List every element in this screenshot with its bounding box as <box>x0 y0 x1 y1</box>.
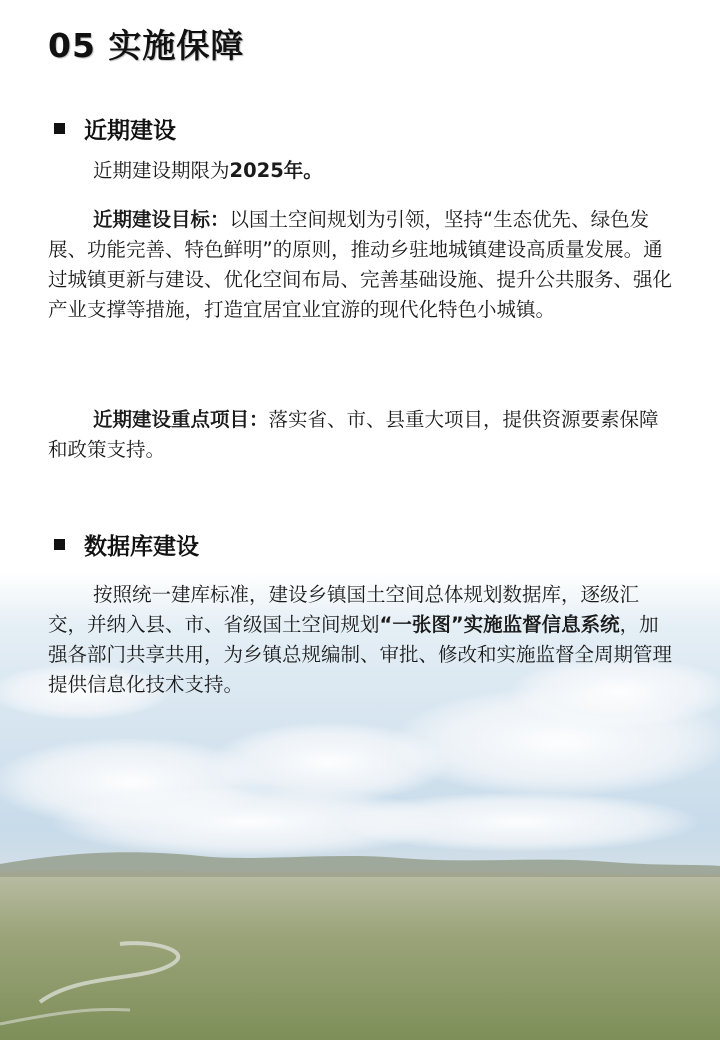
section-heading-text: 近期建设 <box>84 118 176 144</box>
database-highlight: “一张图”实施监督信息系统 <box>379 613 620 636</box>
period-label: 近期建设期限为 <box>93 159 230 182</box>
goal-paragraph <box>48 205 672 325</box>
page-title: 05 实施保障 <box>48 26 245 65</box>
section-heading-text: 数据库建设 <box>84 534 199 560</box>
period-value: 2025年。 <box>229 159 323 182</box>
database-text-1: 按照统一建库标准，建设乡镇国土空间总体规划数据库，逐级汇交，并纳入县、市、省级国土空间规划 <box>48 583 640 636</box>
projects-text: 落实省、市、县重大项目，提供资源要素保障和政策支持。 <box>48 408 659 461</box>
section-heading-near-term <box>54 112 176 145</box>
goal-label: 近期建设目标： <box>93 208 230 231</box>
database-paragraph <box>48 580 672 700</box>
projects-paragraph <box>48 405 672 465</box>
section-heading-database <box>54 528 199 561</box>
square-bullet-icon <box>54 123 65 134</box>
projects-label: 近期建设重点项目： <box>93 408 269 431</box>
database-text-2: ，加强各部门共享共用，为乡镇总规编制、审批、修改和实施监督全周期管理提供信息化技术支持。 <box>48 613 673 696</box>
goal-text: 以国土空间规划为引领，坚持“生态优先、绿色发展、功能完善、特色鲜明”的原则，推动乡驻地城镇建设高质量发展。通过城镇更新与建设、优化空间布局、完善基础设施、提升公共服务、强化产业支撑等措施，打造宜居宜业宜游的现代化特色小城镇。 <box>48 208 673 321</box>
square-bullet-icon <box>54 539 65 550</box>
period-paragraph <box>48 156 672 186</box>
